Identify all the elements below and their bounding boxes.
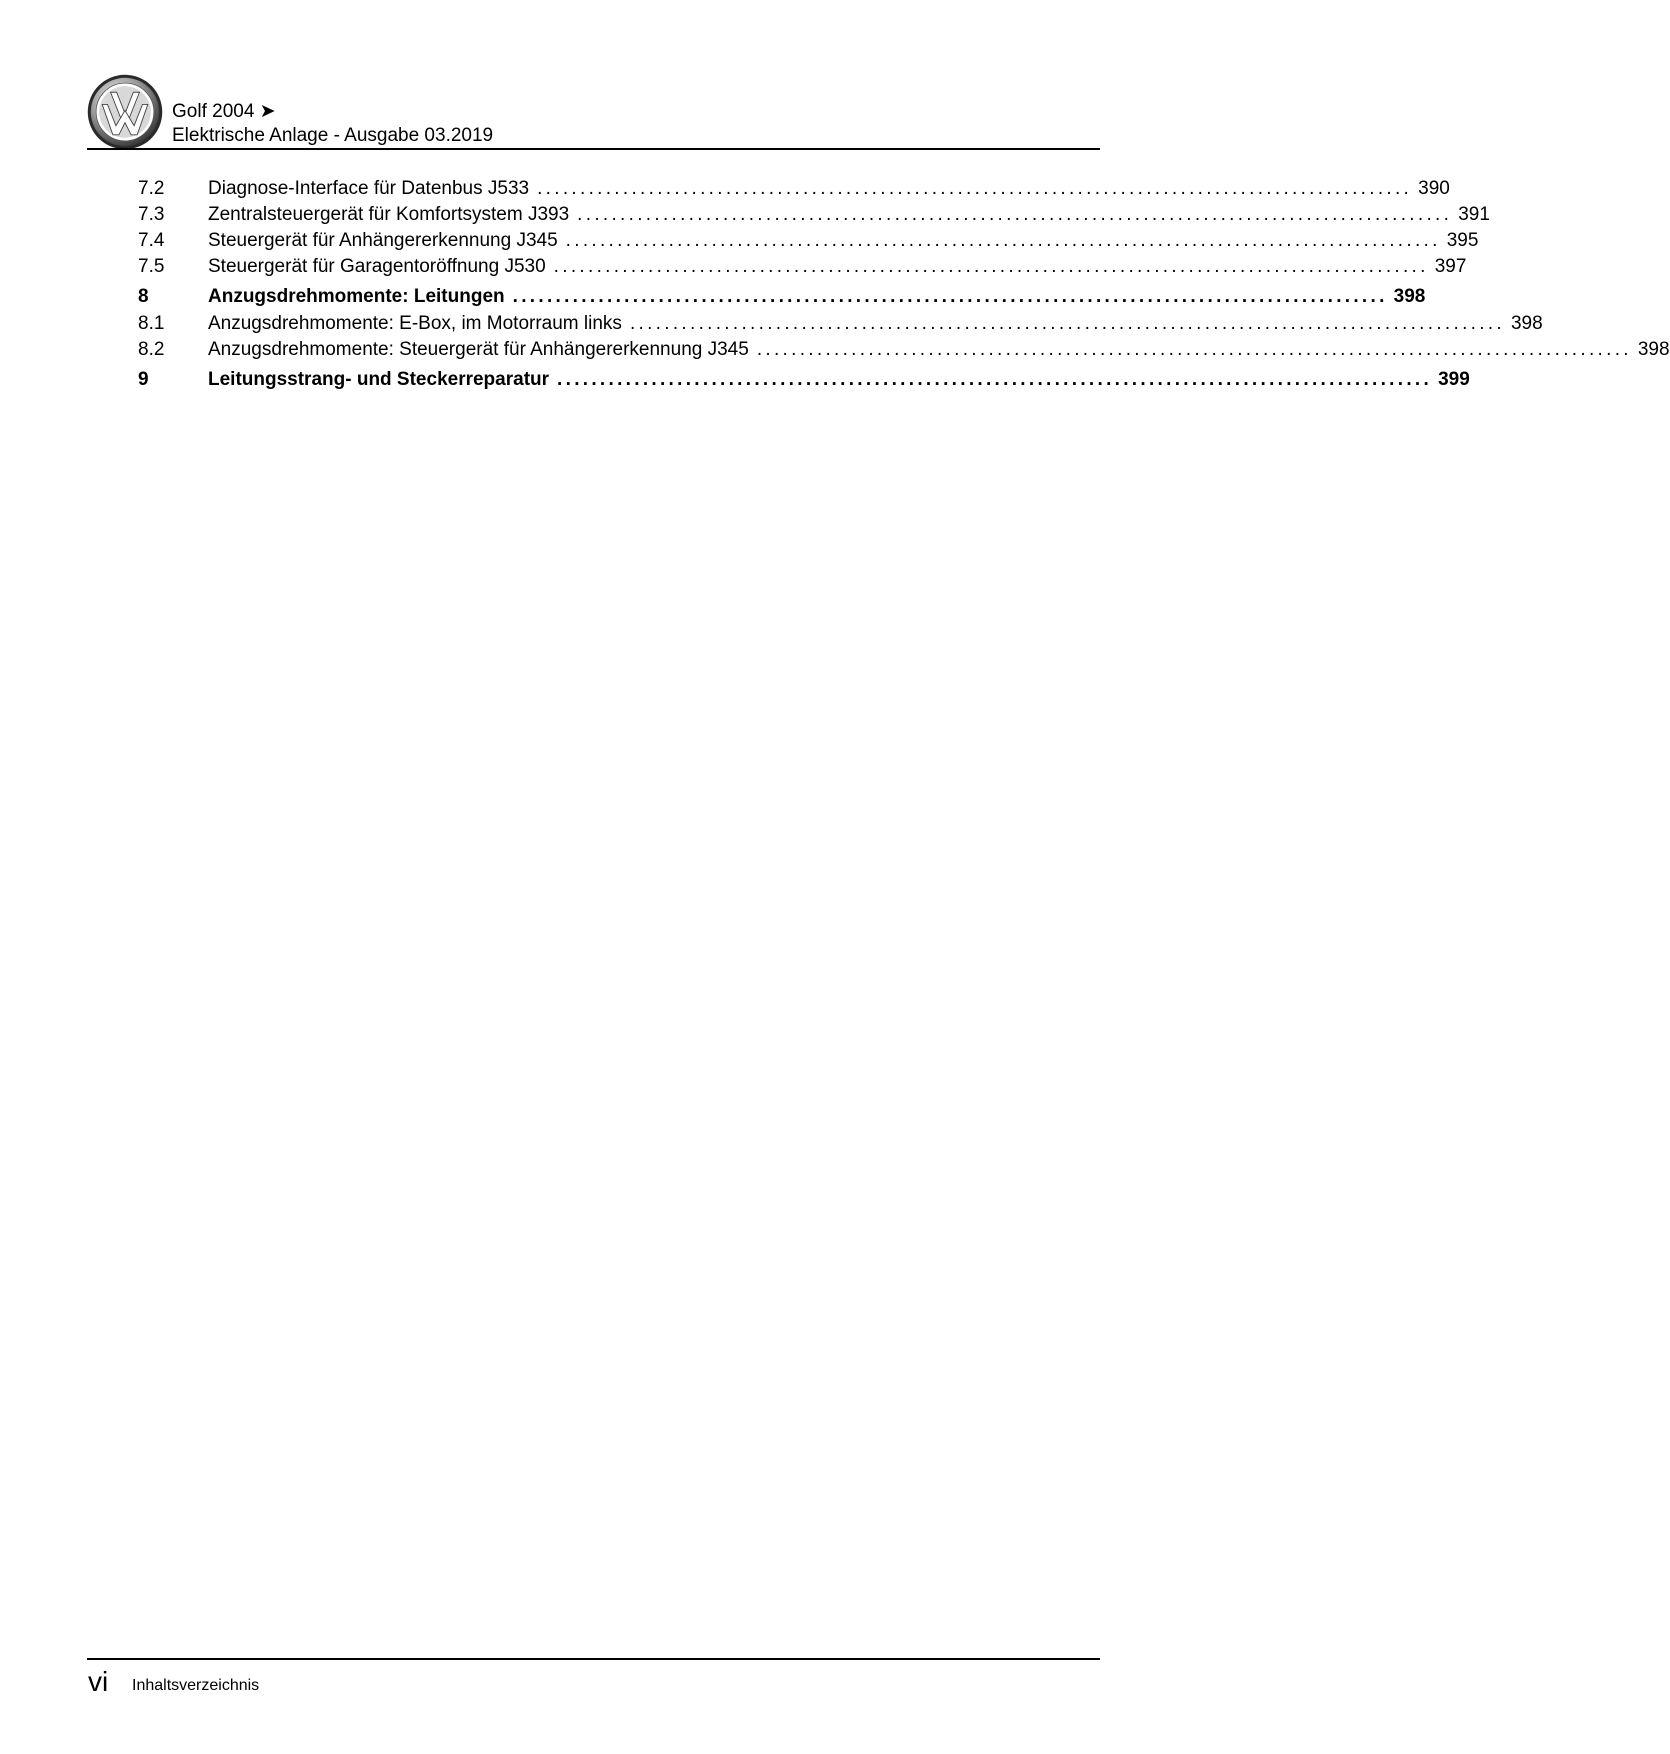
toc-entry-8-1[interactable] bbox=[138, 311, 1543, 337]
toc-dot-leader: ...................................................................................................... bbox=[512, 286, 1388, 307]
header-divider bbox=[87, 148, 1100, 150]
footer-page-number: vi bbox=[88, 1666, 109, 1697]
toc-entry-page: 391 bbox=[1458, 204, 1490, 225]
toc-entry-7-2[interactable] bbox=[138, 176, 1450, 202]
toc-entry-8-2[interactable] bbox=[138, 337, 1670, 363]
toc-dot-leader: ...................................................................................................... bbox=[565, 230, 1441, 251]
subtitle-line: Elektrische Anlage - Ausgabe 03.2019 bbox=[172, 125, 494, 146]
toc-dot-leader: ...................................................................................................... bbox=[557, 369, 1433, 390]
vw-logo-icon bbox=[87, 74, 163, 150]
toc-entry-number: 8.1 bbox=[138, 313, 165, 334]
toc-entry-title: Steuergerät für Anhängererkennung J345 bbox=[208, 230, 558, 251]
toc-entry-number: 8 bbox=[138, 286, 149, 307]
toc-entry-page: 395 bbox=[1446, 230, 1479, 251]
toc-entry-7-4[interactable] bbox=[138, 228, 1479, 254]
document-header bbox=[172, 100, 493, 148]
toc-entry-number: 9 bbox=[138, 369, 149, 390]
toc-entry-number: 8.2 bbox=[138, 339, 165, 360]
toc-entry-page: 398 bbox=[1393, 286, 1426, 307]
toc-entry-page: 397 bbox=[1434, 256, 1467, 277]
model-line: Golf 2004 ➤ bbox=[172, 101, 276, 122]
toc-entry-page: 398 bbox=[1510, 313, 1543, 334]
footer-section-name: Inhaltsverzeichnis bbox=[132, 1677, 260, 1694]
toc-entry-title: Diagnose-Interface für Datenbus J533 bbox=[208, 178, 530, 199]
toc-entry-title: Anzugsdrehmomente: E-Box, im Motorraum links bbox=[208, 313, 622, 334]
toc-dot-leader: ...................................................................................................... bbox=[537, 178, 1413, 199]
toc-dot-leader: ...................................................................................................... bbox=[629, 313, 1505, 334]
toc-entry-number: 7.5 bbox=[138, 256, 165, 277]
toc-dot-leader: ...................................................................................................... bbox=[577, 204, 1453, 225]
footer-divider bbox=[87, 1658, 1100, 1660]
toc-entry-8[interactable] bbox=[138, 283, 1426, 311]
toc-entry-page: 390 bbox=[1418, 178, 1450, 199]
toc-entry-page: 399 bbox=[1438, 369, 1470, 390]
toc-entry-title: Leitungsstrang- und Steckerreparatur bbox=[208, 369, 550, 390]
toc-entry-9[interactable] bbox=[138, 366, 1470, 394]
toc-entry-title: Steuergerät für Garagentoröffnung J530 bbox=[208, 256, 546, 277]
toc-entry-number: 7.3 bbox=[138, 204, 165, 225]
toc-entry-number: 7.2 bbox=[138, 178, 165, 199]
toc-entry-title: Anzugsdrehmomente: Leitungen bbox=[208, 286, 505, 307]
toc-entry-7-3[interactable] bbox=[138, 202, 1490, 228]
toc-entry-number: 7.4 bbox=[138, 230, 165, 251]
toc-entry-page: 398 bbox=[1637, 339, 1670, 360]
toc-entry-title: Zentralsteuergerät für Komfortsystem J393 bbox=[208, 204, 570, 225]
toc-entry-7-5[interactable] bbox=[138, 254, 1467, 280]
toc-dot-leader: ...................................................................................................... bbox=[553, 256, 1429, 277]
table-of-contents bbox=[138, 176, 1670, 394]
toc-dot-leader: ...................................................................................................... bbox=[756, 339, 1632, 360]
toc-entry-title: Anzugsdrehmomente: Steuergerät für Anhängererkennung J345 bbox=[208, 339, 749, 360]
